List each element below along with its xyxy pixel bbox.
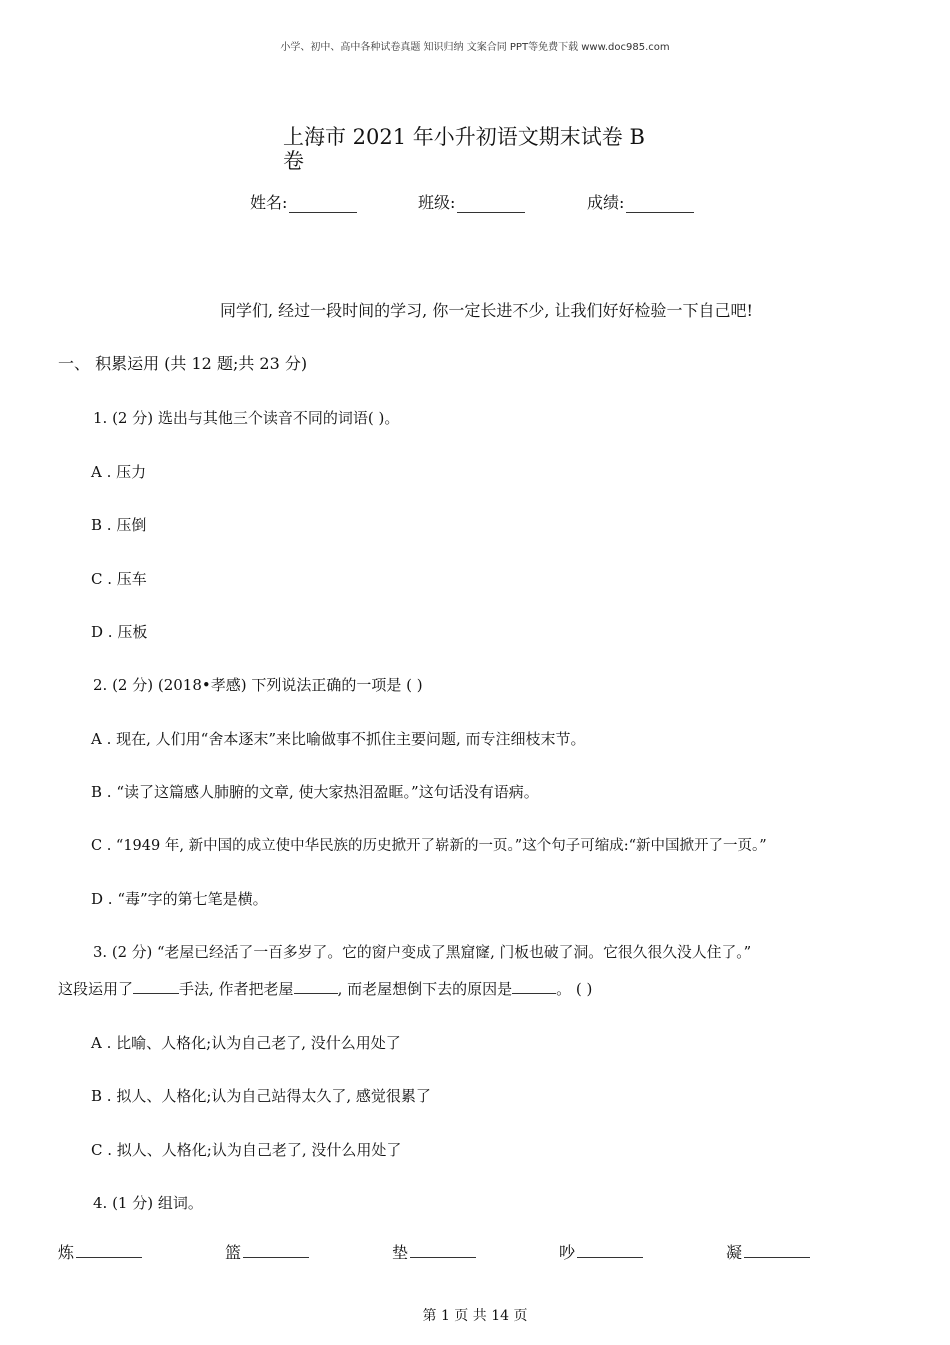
q1-option-a[interactable]: A . 压力 [91, 463, 147, 481]
q3-option-a[interactable]: A . 比喻、人格化;认为自己老了, 没什么用处了 [91, 1034, 401, 1052]
q2-option-a[interactable]: A . 现在, 人们用“舍本逐末”来比喻做事不抓住主要问题, 而专注细枝末节。 [91, 730, 586, 748]
question-1-stem: 1. (2 分) 选出与其他三个读音不同的词语( )。 [93, 409, 400, 427]
q2-option-c[interactable]: C . “1949 年, 新中国的成立使中华民族的历史掀开了崭新的一页。”这个句子可缩成:“新中国掀开了一页。” [91, 838, 767, 854]
q4-char: 垫 [392, 1243, 409, 1262]
score-label: 成绩: [587, 193, 625, 212]
q3-option-c[interactable]: C . 拟人、人格化;认为自己老了, 没什么用处了 [91, 1141, 402, 1159]
q1-option-c[interactable]: C . 压车 [91, 570, 147, 588]
q3-text-d: 。 ( ) [556, 980, 593, 998]
q3-option-b[interactable]: B . 拟人、人格化;认为自己站得太久了, 感觉很累了 [91, 1087, 431, 1105]
page-header: 小学、初中、高中各种试卷真题 知识归纳 文案合同 PPT等免费下载 www.doc985.com [280, 42, 670, 53]
section-heading: 一、 积累运用 (共 12 题;共 23 分) [58, 354, 308, 373]
question-2-stem: 2. (2 分) (2018•孝感) 下列说法正确的一项是 ( ) [93, 676, 423, 694]
q2-option-d[interactable]: D . “毒”字的第七笔是横。 [91, 890, 268, 908]
name-label: 姓名: [250, 193, 288, 212]
name-blank[interactable] [289, 196, 357, 213]
q3-text-b: 手法, 作者把老屋 [179, 980, 294, 998]
q1-option-b[interactable]: B . 压倒 [91, 516, 147, 534]
q3-text-c: , 而老屋想倒下去的原因是 [337, 980, 513, 998]
q4-item-2 [225, 1240, 309, 1263]
q4-char: 凝 [726, 1243, 743, 1262]
page-footer: 第 1 页 共 14 页 [422, 1308, 528, 1324]
score-blank[interactable] [626, 196, 694, 213]
class-blank[interactable] [457, 196, 525, 213]
page-title: 上海市 2021 年小升初语文期末试卷 B 卷 [283, 125, 645, 173]
q3-text-a: 这段运用了 [58, 980, 134, 998]
q4-char: 吵 [559, 1243, 576, 1262]
q4-blank[interactable] [243, 1243, 309, 1258]
q4-char: 炼 [58, 1243, 75, 1262]
class-field [418, 190, 525, 213]
q4-blank[interactable] [744, 1243, 810, 1258]
name-field [250, 190, 357, 213]
q4-item-5 [726, 1240, 810, 1263]
q2-option-b[interactable]: B . “读了这篇感人肺腑的文章, 使大家热泪盈眶。”这句话没有语病。 [91, 783, 539, 801]
question-3-stem: 3. (2 分) “老屋已经活了一百多岁了。它的窗户变成了黑窟窿, 门板也破了洞。它很久很久没人住了。” [93, 944, 752, 961]
q4-blank[interactable] [76, 1243, 142, 1258]
q3-blank-2[interactable] [294, 979, 338, 994]
class-label: 班级: [418, 193, 456, 212]
q4-blank[interactable] [577, 1243, 643, 1258]
q4-char: 篮 [225, 1243, 242, 1262]
score-field [587, 190, 694, 213]
q3-blank-1[interactable] [133, 979, 179, 994]
greeting: 同学们, 经过一段时间的学习, 你一定长进不少, 让我们好好检验一下自己吧! [220, 301, 753, 320]
question-4-stem: 4. (1 分) 组词。 [93, 1194, 203, 1212]
q1-option-d[interactable]: D . 压板 [91, 623, 148, 641]
question-3-stem-cont [58, 978, 592, 999]
q4-item-4 [559, 1240, 643, 1263]
q4-item-1 [58, 1240, 142, 1263]
q3-blank-3[interactable] [512, 979, 556, 994]
q4-blank[interactable] [410, 1243, 476, 1258]
q4-item-3 [392, 1240, 476, 1263]
